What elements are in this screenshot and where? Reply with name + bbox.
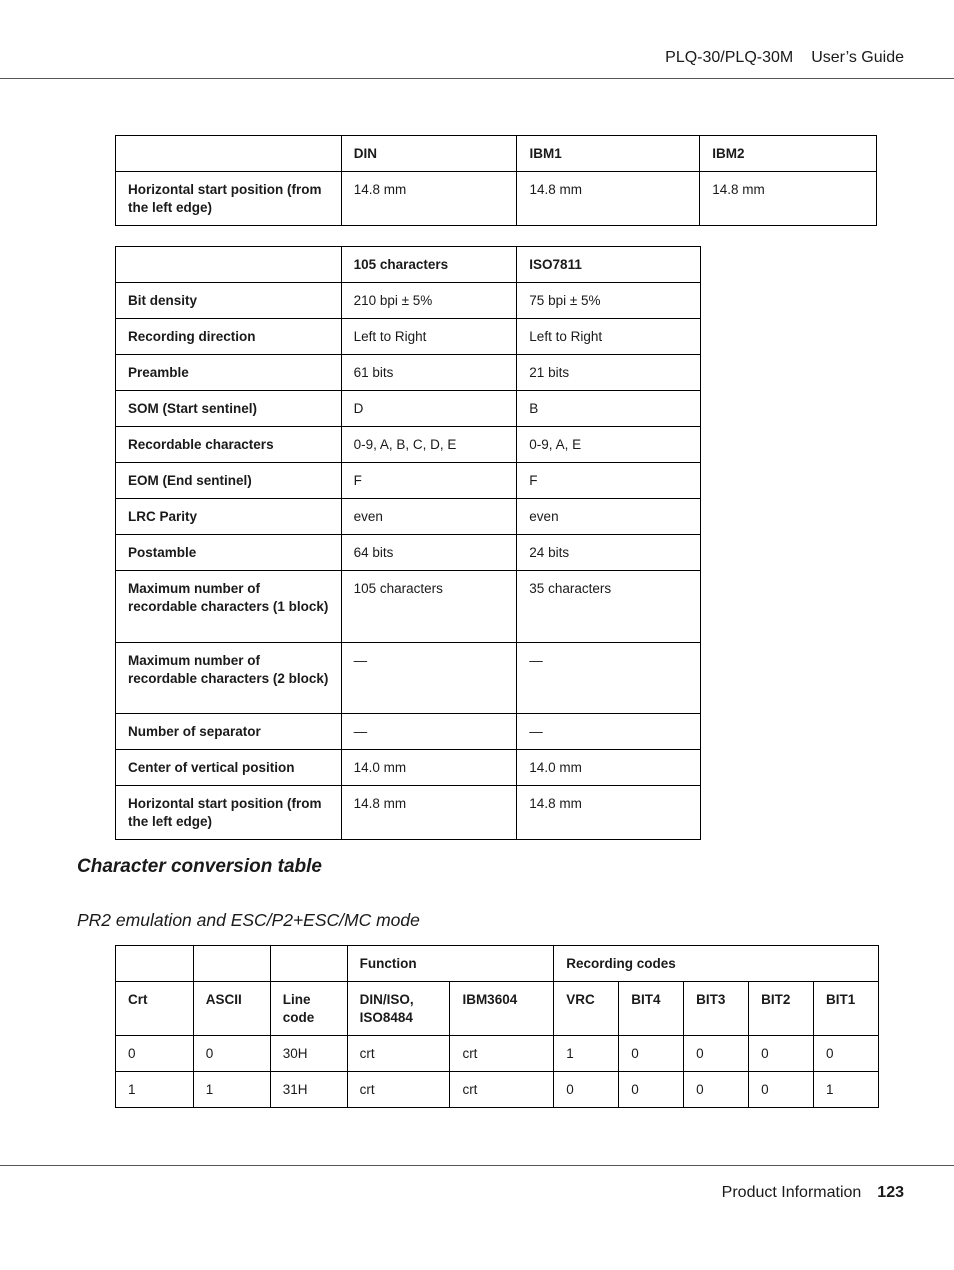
- table-cell: 14.8 mm: [517, 172, 700, 226]
- row-label: Recordable characters: [116, 427, 342, 463]
- row-label: Postamble: [116, 535, 342, 571]
- table-header-cell: [270, 946, 347, 982]
- table-header-cell: ASCII: [193, 982, 270, 1036]
- table-row: [116, 786, 701, 840]
- table-header-cell: Line code: [270, 982, 347, 1036]
- table-header-cell: IBM3604: [450, 982, 554, 1036]
- page-footer: [722, 1184, 904, 1202]
- table-header-cell: VRC: [554, 982, 619, 1036]
- row-label: Horizontal start position (from the left edge): [116, 786, 342, 840]
- table-cell: 1: [814, 1072, 879, 1108]
- table-cell: even: [517, 499, 701, 535]
- table-header-cell: BIT2: [749, 982, 814, 1036]
- section-title: Character conversion table: [77, 856, 322, 877]
- table-header-row: [116, 982, 879, 1036]
- table-cell: crt: [347, 1036, 450, 1072]
- table-row: [116, 463, 701, 499]
- table-row: [116, 535, 701, 571]
- table-header-cell: [116, 136, 342, 172]
- table-cell: —: [517, 714, 701, 750]
- table-row: [116, 319, 701, 355]
- table-header-cell: DIN: [341, 136, 517, 172]
- table-header-cell: IBM1: [517, 136, 700, 172]
- row-label: SOM (Start sentinel): [116, 391, 342, 427]
- table-row: [116, 571, 701, 643]
- table-cell: 0: [684, 1072, 749, 1108]
- table-row: [116, 750, 701, 786]
- row-label: EOM (End sentinel): [116, 463, 342, 499]
- table-header-cell: ISO7811: [517, 247, 701, 283]
- table-cell: —: [341, 643, 517, 714]
- row-label: Number of separator: [116, 714, 342, 750]
- table-cell: 61 bits: [341, 355, 517, 391]
- row-label: Horizontal start position (from the left edge): [116, 172, 342, 226]
- table-cell: D: [341, 391, 517, 427]
- table-row: [116, 714, 701, 750]
- table-header-cell: BIT4: [619, 982, 684, 1036]
- table-cell: 14.0 mm: [341, 750, 517, 786]
- table-group-header-row: [116, 946, 879, 982]
- table-cell: F: [341, 463, 517, 499]
- table-cell: 30H: [270, 1036, 347, 1072]
- footer-rule: [0, 1165, 954, 1166]
- table-cell: 0: [554, 1072, 619, 1108]
- row-label: Preamble: [116, 355, 342, 391]
- table-105-iso7811: [115, 246, 701, 840]
- table-cell: 14.8 mm: [517, 786, 701, 840]
- subsection-title: PR2 emulation and ESC/P2+ESC/MC mode: [77, 910, 420, 930]
- table-cell: 35 characters: [517, 571, 701, 643]
- table-header-cell: IBM2: [700, 136, 877, 172]
- table-cell: 21 bits: [517, 355, 701, 391]
- table-row: [116, 391, 701, 427]
- header-rule: [0, 78, 954, 79]
- row-label: Maximum number of recordable characters (2 block): [116, 643, 342, 714]
- table-header-cell: DIN/ISO, ISO8484: [347, 982, 450, 1036]
- table-cell: Left to Right: [341, 319, 517, 355]
- table-cell: 64 bits: [341, 535, 517, 571]
- table-row: [116, 643, 701, 714]
- table-cell: 24 bits: [517, 535, 701, 571]
- table-header-cell: [193, 946, 270, 982]
- page-header: [665, 49, 904, 67]
- table-cell: crt: [450, 1036, 554, 1072]
- table-cell: —: [341, 714, 517, 750]
- table-cell: 14.8 mm: [341, 786, 517, 840]
- row-label: Center of vertical position: [116, 750, 342, 786]
- footer-section: Product Information: [721, 1184, 862, 1201]
- row-label: Recording direction: [116, 319, 342, 355]
- table-row: [116, 1036, 879, 1072]
- table-header-cell: [116, 247, 342, 283]
- header-guide: User’s Guide: [811, 49, 904, 66]
- table-cell: 14.0 mm: [517, 750, 701, 786]
- table-header-cell: 105 characters: [341, 247, 517, 283]
- table-cell: 1: [116, 1072, 194, 1108]
- table-row: [116, 1072, 879, 1108]
- table-row: [116, 172, 877, 226]
- table-cell: 14.8 mm: [700, 172, 877, 226]
- table-header-cell: BIT1: [814, 982, 879, 1036]
- table-cell: 0: [619, 1036, 684, 1072]
- table-cell: 0: [684, 1036, 749, 1072]
- table-cell: 0: [193, 1036, 270, 1072]
- table-header-cell: [116, 946, 194, 982]
- table-row: [116, 283, 701, 319]
- table-din-ibm: [115, 135, 877, 226]
- table-row: [116, 427, 701, 463]
- table-cell: even: [341, 499, 517, 535]
- table-cell: 0: [749, 1036, 814, 1072]
- table-cell: 0: [619, 1072, 684, 1108]
- table-row: [116, 499, 701, 535]
- table-cell: 14.8 mm: [341, 172, 517, 226]
- table-cell: 105 characters: [341, 571, 517, 643]
- table-cell: Left to Right: [517, 319, 701, 355]
- table-row: [116, 355, 701, 391]
- table-character-conversion: [115, 945, 879, 1108]
- table-cell: 31H: [270, 1072, 347, 1108]
- table-cell: crt: [450, 1072, 554, 1108]
- header-product: PLQ-30/PLQ-30M: [665, 49, 794, 66]
- table-cell: 0-9, A, E: [517, 427, 701, 463]
- recording-codes-group-header: Recording codes: [554, 946, 879, 982]
- table-cell: B: [517, 391, 701, 427]
- table-cell: 0-9, A, B, C, D, E: [341, 427, 517, 463]
- table-header-cell: Crt: [116, 982, 194, 1036]
- table-cell: 0: [116, 1036, 194, 1072]
- table-cell: 75 bpi ± 5%: [517, 283, 701, 319]
- row-label: Maximum number of recordable characters (1 block): [116, 571, 342, 643]
- table-cell: —: [517, 643, 701, 714]
- table-cell: 210 bpi ± 5%: [341, 283, 517, 319]
- table-cell: crt: [347, 1072, 450, 1108]
- page-number: 123: [877, 1184, 904, 1201]
- table-cell: 0: [814, 1036, 879, 1072]
- function-group-header: Function: [347, 946, 554, 982]
- table-cell: 0: [749, 1072, 814, 1108]
- table-cell: 1: [554, 1036, 619, 1072]
- table-header-cell: BIT3: [684, 982, 749, 1036]
- table-cell: 1: [193, 1072, 270, 1108]
- row-label: LRC Parity: [116, 499, 342, 535]
- row-label: Bit density: [116, 283, 342, 319]
- table-header-row: [116, 136, 877, 172]
- table-cell: F: [517, 463, 701, 499]
- table-header-row: [116, 247, 701, 283]
